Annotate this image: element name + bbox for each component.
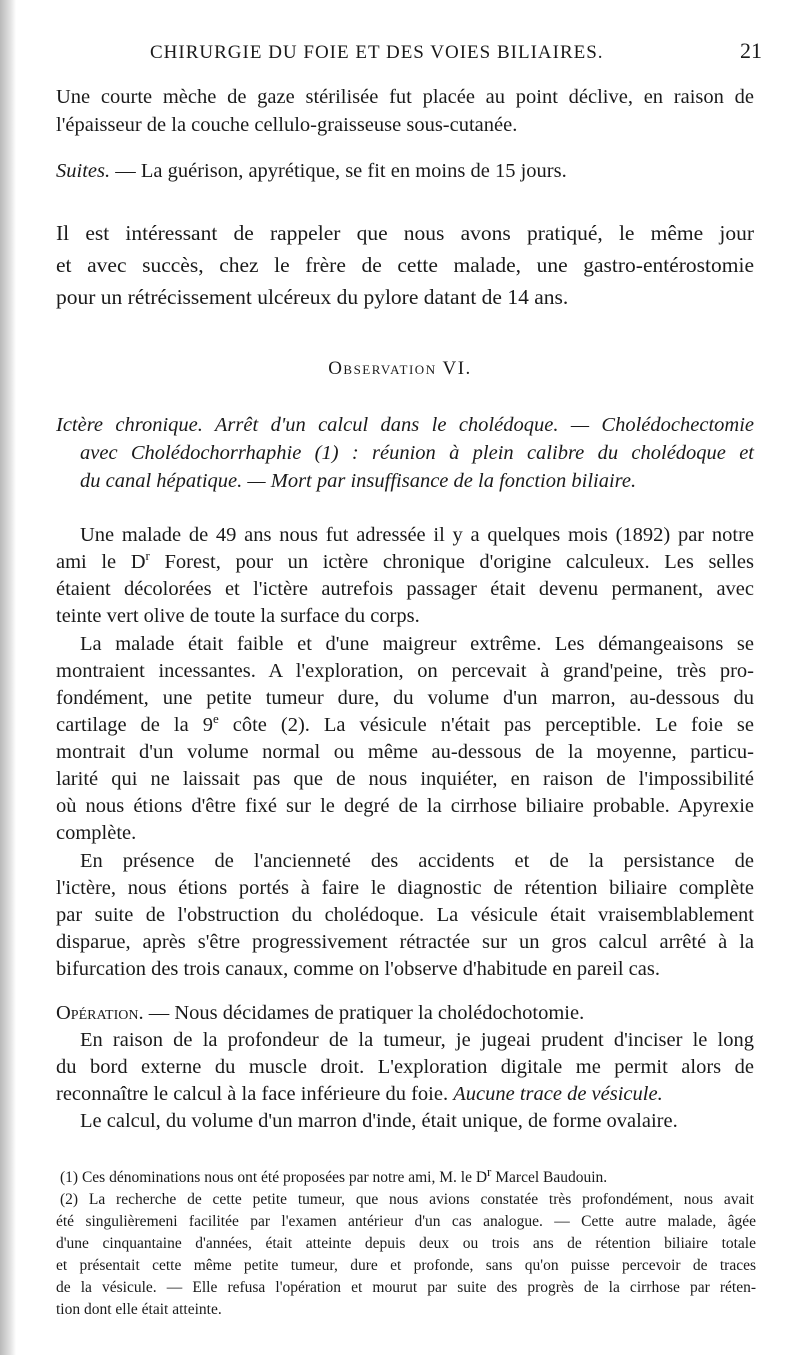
text-line: étaient décolorées et l'ictère autrefois passager était devenu permanent, avec [56,578,754,600]
superscript: e [212,711,219,727]
text-line: complète. [56,822,137,844]
text-line: Il est intéressant de rappeler que nous avons pratiqué, le même jour [56,221,754,245]
observation-title-line: Ictère chronique. Arrêt d'un calcul dans le cholédoque. — Cholédochectomie [56,414,754,436]
superscript: r [145,548,150,564]
text-line: où nous étions d'être fixé sur le degré de la cirrhose biliaire probable. Apyrexie [56,795,754,817]
footnote-1 [60,1163,760,1189]
text-line: Une malade de 49 ans nous fut adressée il y a quelques mois (1892) par notre [80,524,754,546]
text-line: l'épaisseur de la couche cellulo-graisseuse sous-cutanée. [56,114,518,136]
suites-label: Suites. [56,160,111,182]
text-line [56,549,754,575]
text-span: reconnaître le calcul à la face inférieure du foie. [56,1083,454,1105]
text-line: bifurcation des trois canaux, comme on l'observe d'habitude en pareil cas. [56,958,660,980]
text-span: ami le D [56,551,146,573]
observation-title-line: avec Cholédochorrhaphie (1) : réunion à plein calibre du cholédoque et [80,442,754,464]
suites-line [56,158,754,184]
text-line [56,712,754,738]
footnote-2-line: de la vésicule. — Elle refusa l'opération et mourut par suite des progrès de la cirrhose par réten- [56,1279,756,1296]
text-line: En présence de l'ancienneté des accidents et de la persistance de [80,850,754,872]
text-line: montraient incessantes. A l'exploration, on percevait à grand'peine, très pro- [56,660,754,682]
text-line: du bord externe du muscle droit. L'exploration digitale me permit alors de [56,1056,754,1078]
running-title: CHIRURGIE DU FOIE ET DES VOIES BILIAIRES. [150,42,604,63]
text-span: Marcel Baudouin. [491,1169,608,1186]
operation-line [56,1000,754,1026]
text-line: l'ictère, nous étions portés à faire le diagnostic de rétention biliaire complète [56,877,754,899]
text-line: montrait d'un volume normal ou même au-dessous de la moyenne, particu- [56,741,754,763]
text-line [56,1081,754,1107]
footnote-2-line: d'une cinquantaine d'années, était atteinte depuis deux ou trois ans de rétention biliaire totale [56,1235,756,1252]
text-line: La malade était faible et d'une maigreur extrême. Les démangeaisons se [80,633,754,655]
footnote-2-line: tion dont elle était atteinte. [56,1301,222,1318]
operation-label: Opération. [56,1002,144,1024]
observation-heading: Observation VI. [328,358,472,379]
text-line: par suite de l'obstruction du cholédoque. La vésicule était vraisemblablement [56,904,754,926]
footnote-2-line: (2) La recherche de cette petite tumeur, que nous avions constatée très profondément, nous avait [60,1191,754,1208]
footnote-2-line: été singulièremeni facilitée par l'examen antérieur d'un cas analogue. — Cette autre malade, âgée [56,1213,756,1230]
text-span: cartilage de la 9 [56,714,213,736]
text-line: Une courte mèche de gaze stérilisée fut placée au point déclive, en raison de [56,86,754,108]
footnote-2-line: et présentait cette même petite tumeur, dure et profonde, sans qu'on puisse percevoir de traces [56,1257,756,1274]
text-line: larité qui ne laissait pas que de nous inquiéter, en raison de l'impossibilité [56,768,754,790]
text-line: disparue, après s'être progressivement rétractée sur un gros calcul arrêté à la [56,931,754,953]
operation-text: — Nous décidames de pratiquer la cholédochotomie. [143,1002,585,1024]
text-span: côte (2). La vésicule n'était pas perceptible. Le foie se [218,714,754,736]
text-line: fondément, une petite tumeur dure, du volume d'un marron, au-dessous du [56,687,754,709]
page-number: 21 [740,38,762,63]
suites-text: — La guérison, apyrétique, se fit en moins de 15 jours. [110,160,567,182]
text-line: et avec succès, chez le frère de cette malade, une gastro-entérostomie [56,253,754,277]
text-span: Forest, pour un ictère chronique d'origine calculeux. Les selles [149,551,754,573]
observation-title-line: du canal hépatique. — Mort par insuffisance de la fonction biliaire. [80,470,637,492]
superscript: r [487,1163,492,1179]
text-line: En raison de la profondeur de la tumeur, je jugeai prudent d'inciser le long [80,1029,754,1051]
page-gutter-shadow [0,0,16,1355]
text-span: (1) Ces dénominations nous ont été proposées par notre ami, M. le D [60,1169,488,1186]
italic-span: Aucune trace de vésicule. [453,1083,663,1105]
text-line: Le calcul, du volume d'un marron d'inde, était unique, de forme ovalaire. [80,1110,678,1132]
text-line: pour un rétrécissement ulcéreux du pylore datant de 14 ans. [56,285,569,309]
text-line: teinte vert olive de toute la surface du corps. [56,605,420,627]
